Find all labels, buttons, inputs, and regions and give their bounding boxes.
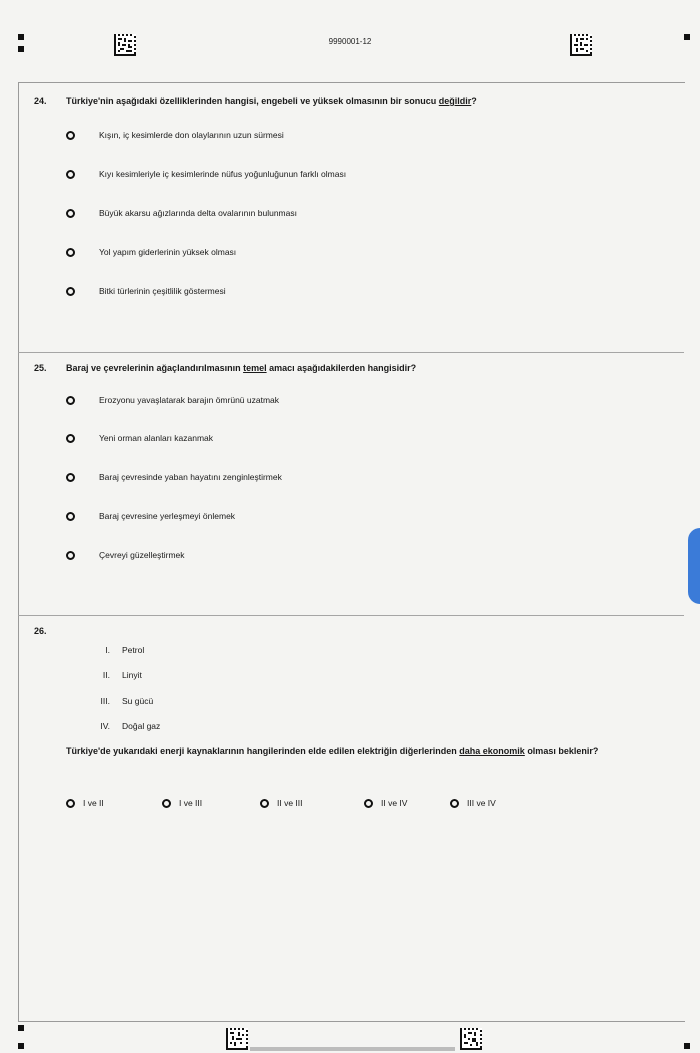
answer-bubble-icon[interactable]	[364, 799, 373, 808]
registration-mark	[684, 1043, 690, 1049]
document-id: 9990001-12	[328, 37, 372, 46]
answer-option[interactable]: Baraj çevresine yerleşmeyi önlemek	[66, 511, 235, 521]
roman-list-item: II. Linyit	[102, 670, 142, 680]
registration-mark	[18, 1025, 24, 1031]
question-number: 24.	[34, 96, 47, 106]
answer-option[interactable]: Kışın, iç kesimlerde don olaylarının uzun sürmesi	[66, 130, 284, 140]
roman-list-item: IV. Doğal gaz	[100, 721, 161, 731]
answer-bubble-icon[interactable]	[66, 512, 75, 521]
answer-option[interactable]: Yeni orman alanları kazanmak	[66, 433, 213, 443]
answer-bubble-icon[interactable]	[66, 473, 75, 482]
roman-list-item: III. Su gücü	[100, 696, 154, 706]
answer-option[interactable]: Baraj çevresinde yaban hayatını zenginleştirmek	[66, 472, 282, 482]
footer-bar	[250, 1047, 455, 1051]
side-tab[interactable]	[688, 528, 700, 604]
answer-bubble-icon[interactable]	[66, 551, 75, 560]
answer-option[interactable]: II ve IV	[364, 798, 407, 808]
answer-bubble-icon[interactable]	[66, 799, 75, 808]
answer-bubble-icon[interactable]	[66, 209, 75, 218]
answer-option[interactable]: Yol yapım giderlerinin yüksek olması	[66, 247, 236, 257]
answer-bubble-icon[interactable]	[66, 396, 75, 405]
question-text: Baraj ve çevrelerinin ağaçlandırılmasının temel amacı aşağıdakilerden hangisidir?	[66, 363, 417, 373]
question-number: 25.	[34, 363, 47, 373]
registration-mark	[18, 46, 24, 52]
answer-option[interactable]: I ve III	[162, 798, 202, 808]
answer-bubble-icon[interactable]	[260, 799, 269, 808]
answer-option[interactable]: I ve II	[66, 798, 104, 808]
answer-bubble-icon[interactable]	[66, 248, 75, 257]
answer-option[interactable]: II ve III	[260, 798, 303, 808]
question-number: 26.	[34, 626, 47, 636]
answer-option[interactable]: Erozyonu yavaşlatarak barajın ömrünü uzatmak	[66, 395, 279, 405]
answer-bubble-icon[interactable]	[162, 799, 171, 808]
question-separator	[18, 615, 684, 616]
question-separator	[18, 352, 684, 353]
question-text: Türkiye'nin aşağıdaki özelliklerinden hangisi, engebeli ve yüksek olmasının bir sonucu değildir?	[66, 96, 477, 106]
answer-option[interactable]: Bitki türlerinin çeşitlilik göstermesi	[66, 286, 226, 296]
answer-option[interactable]: Çevreyi güzelleştirmek	[66, 550, 185, 560]
datamatrix-code	[460, 1028, 482, 1050]
answer-bubble-icon[interactable]	[450, 799, 459, 808]
answer-bubble-icon[interactable]	[66, 287, 75, 296]
answer-bubble-icon[interactable]	[66, 434, 75, 443]
answer-option[interactable]: Kıyı kesimleriyle iç kesimlerinde nüfus yoğunluğunun farklı olması	[66, 169, 346, 179]
answer-bubble-icon[interactable]	[66, 131, 75, 140]
answer-bubble-icon[interactable]	[66, 170, 75, 179]
answer-option[interactable]: III ve IV	[450, 798, 496, 808]
datamatrix-code	[226, 1028, 248, 1050]
answer-option[interactable]: Büyük akarsu ağızlarında delta ovalarının bulunması	[66, 208, 297, 218]
roman-list-item: I. Petrol	[105, 645, 145, 655]
registration-mark	[18, 1043, 24, 1049]
question-text: Türkiye'de yukarıdaki enerji kaynaklarının hangilerinden elde edilen elektriğin diğerlerinden daha ekonomik olması beklenir?	[66, 746, 599, 756]
